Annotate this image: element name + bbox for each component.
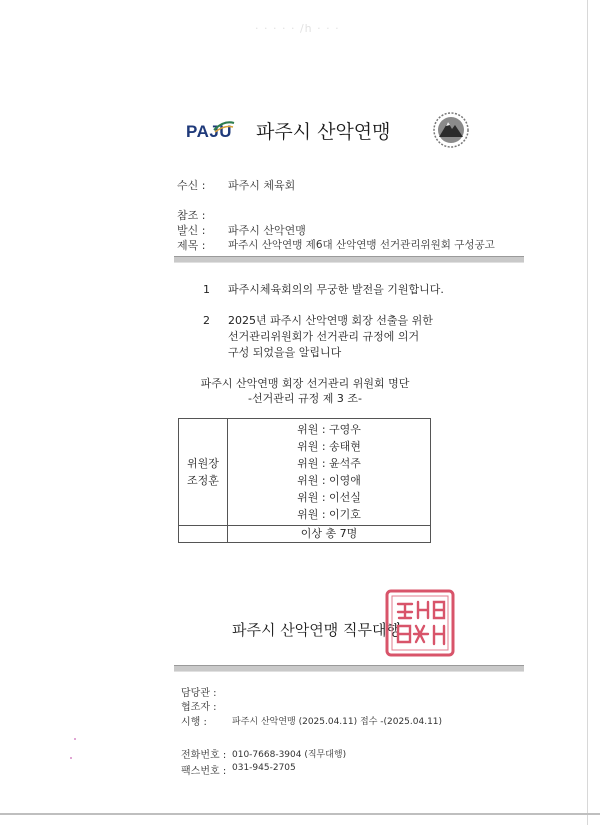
org-title: 파주시 산악연맹 bbox=[256, 121, 391, 143]
paju-logo: PAJU bbox=[186, 122, 233, 141]
sender-label: 발신 : bbox=[177, 224, 206, 237]
sender-value: 파주시 산악연맹 bbox=[228, 224, 306, 237]
mountain-emblem-icon bbox=[431, 110, 471, 154]
scan-speck bbox=[70, 757, 72, 759]
roster-title: 파주시 산악연맹 회장 선거관리 위원회 명단 bbox=[200, 377, 410, 390]
enforce-label: 시행 : bbox=[181, 717, 207, 728]
cooperator-label: 협조자 : bbox=[181, 702, 217, 713]
signature-title: 파주시 산악연맹 직무대행 bbox=[232, 621, 401, 639]
phone-value: 010-7668-3904 (직무대행) bbox=[232, 750, 347, 760]
fax-label: 팩스번호 : bbox=[181, 766, 227, 777]
fax-value: 031-945-2705 bbox=[232, 763, 296, 773]
list-item: 위원 : 송태현 bbox=[297, 440, 361, 453]
item2-line2: 선거관리위원회가 선거관리 규정에 의거 bbox=[228, 330, 420, 343]
item1-number: 1 bbox=[203, 283, 210, 296]
subject-label: 제목 : bbox=[177, 239, 206, 252]
chair-name: 조정훈 bbox=[187, 474, 219, 487]
item2-number: 2 bbox=[203, 314, 210, 327]
page-edge-right bbox=[587, 0, 588, 825]
page-edge-bottom bbox=[0, 813, 600, 815]
logo-swoosh-icon bbox=[212, 118, 236, 137]
item2-line1: 2025년 파주시 산악연맹 회장 선출을 위한 bbox=[228, 314, 433, 327]
scan-speck bbox=[74, 738, 76, 740]
subject-value: 파주시 산악연맹 제6대 산악연맹 선거관리위원회 구성공고 bbox=[228, 239, 495, 251]
list-item: 위원 : 구영우 bbox=[297, 423, 361, 436]
member-list bbox=[228, 419, 431, 526]
footer-divider bbox=[174, 665, 524, 672]
enforce-value: 파주시 산악연맹 (2025.04.11) 접수 -(2025.04.11) bbox=[232, 717, 443, 727]
list-item: 위원 : 이선실 bbox=[297, 491, 361, 504]
item1-text: 파주시체육회의의 무궁한 발전을 기원합니다. bbox=[228, 283, 444, 296]
recipient-value: 파주시 체육회 bbox=[228, 179, 296, 192]
header-divider bbox=[174, 256, 524, 263]
committee-table bbox=[178, 418, 431, 543]
roster-subtitle: -선거관리 규정 제 3 조- bbox=[248, 392, 362, 405]
red-official-seal-icon bbox=[384, 588, 456, 662]
faint-header-bleed: · · · · · /h · · · bbox=[255, 22, 340, 35]
manager-label: 담당관 : bbox=[181, 688, 217, 699]
member-total: 이상 총 7명 bbox=[228, 526, 431, 543]
list-item: 위원 : 윤석주 bbox=[297, 457, 361, 470]
empty-cell bbox=[179, 526, 228, 543]
item2-line3: 구성 되었을을 알립니다 bbox=[228, 346, 342, 359]
recipient-label: 수신 : bbox=[177, 179, 206, 192]
chair-role: 위원장 bbox=[187, 457, 219, 470]
list-item: 위원 : 이기호 bbox=[297, 508, 361, 521]
phone-label: 전화번호 : bbox=[181, 750, 227, 761]
list-item: 위원 : 이영애 bbox=[297, 474, 361, 487]
reference-label: 참조 : bbox=[177, 209, 206, 222]
chair-cell bbox=[179, 419, 228, 526]
